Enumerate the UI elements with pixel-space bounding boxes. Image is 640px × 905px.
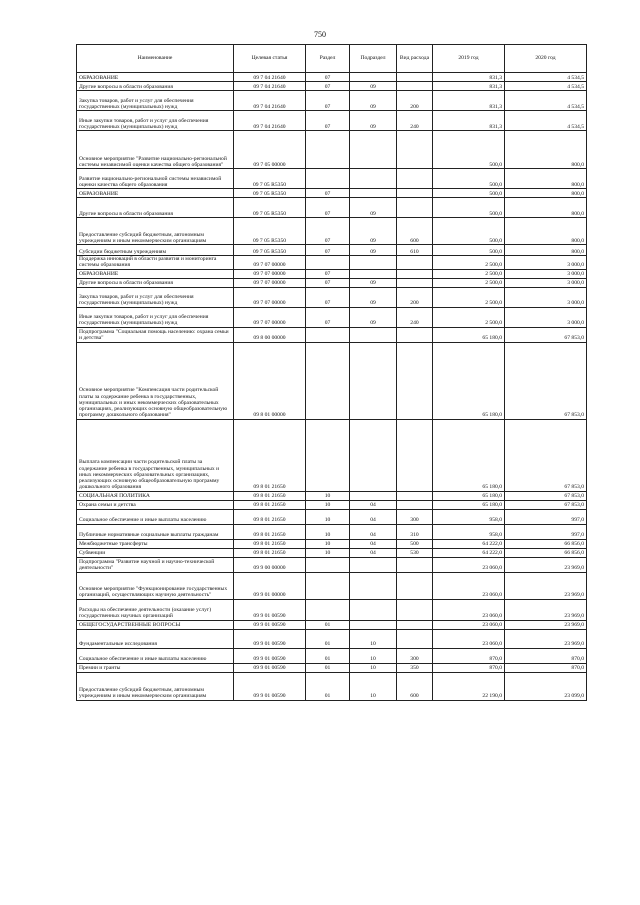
cell-name: Основное мероприятие "Компенсация части родительской платы за содержание ребенка в государственных, муниципальных и иных некоммерческих образовательных организациях, реализующих основную общеобразовательную программу дошкольного образования" bbox=[77, 342, 234, 419]
cell-kind bbox=[397, 629, 433, 648]
table-row bbox=[77, 491, 587, 500]
cell-name: Основное мероприятие "Развитие национально-региональной системы независимой оценки качества общего образования" bbox=[77, 131, 234, 169]
cell-2020: 3 000,0 bbox=[505, 256, 587, 270]
cell-2020: 23 099,0 bbox=[505, 672, 587, 700]
cell-kind: 610 bbox=[397, 245, 433, 256]
cell-kind bbox=[397, 189, 433, 198]
cell-name: Поддержка инноваций в области развития и мониторинга системы образования bbox=[77, 256, 234, 270]
cell-name: Другие вопросы в области образования bbox=[77, 82, 234, 91]
cell-target: 09 8 01 21650 bbox=[234, 539, 306, 548]
table-row bbox=[77, 256, 587, 270]
cell-subsection: 10 bbox=[350, 663, 397, 672]
cell-kind: 240 bbox=[397, 307, 433, 327]
cell-subsection: 09 bbox=[350, 218, 397, 245]
cell-subsection bbox=[350, 327, 397, 342]
cell-2020: 3 000,0 bbox=[505, 307, 587, 327]
cell-2020: 800,0 bbox=[505, 169, 587, 189]
cell-subsection bbox=[350, 572, 397, 599]
cell-name: Подпрограмма "Социальная помощь населению: охрана семьи и детства" bbox=[77, 327, 234, 342]
cell-target: 09 8 01 21650 bbox=[234, 500, 306, 509]
cell-section: 07 bbox=[306, 218, 350, 245]
cell-kind: 350 bbox=[397, 663, 433, 672]
cell-name: Предоставление субсидий бюджетным, автономным учреждениям и иным некоммерческим организациям bbox=[77, 672, 234, 700]
cell-subsection: 09 bbox=[350, 111, 397, 131]
cell-section: 07 bbox=[306, 189, 350, 198]
cell-2019: 23 060,0 bbox=[433, 557, 505, 572]
cell-name: Закупка товаров, работ и услуг для обеспечения государственных (муниципальных) нужд bbox=[77, 287, 234, 307]
cell-name: Развитие национально-региональной системы независимой оценки качества общего образования bbox=[77, 169, 234, 189]
table-row bbox=[77, 278, 587, 287]
header-name: Наименование bbox=[77, 45, 234, 73]
cell-2019: 831,3 bbox=[433, 73, 505, 82]
cell-2020: 800,0 bbox=[505, 245, 587, 256]
cell-2019: 23 060,0 bbox=[433, 572, 505, 599]
cell-2019: 65 180,0 bbox=[433, 491, 505, 500]
table-row bbox=[77, 189, 587, 198]
budget-table bbox=[76, 44, 587, 701]
cell-target: 09 8 01 00000 bbox=[234, 342, 306, 419]
table-row bbox=[77, 342, 587, 419]
cell-section: 07 bbox=[306, 82, 350, 91]
cell-name: Публичные нормативные социальные выплаты гражданам bbox=[77, 524, 234, 539]
cell-name: Субсидии бюджетным учреждениям bbox=[77, 245, 234, 256]
cell-2019: 870,0 bbox=[433, 648, 505, 663]
cell-subsection bbox=[350, 269, 397, 278]
cell-2019: 500,0 bbox=[433, 131, 505, 169]
cell-subsection bbox=[350, 189, 397, 198]
cell-2019: 870,0 bbox=[433, 663, 505, 672]
cell-section: 07 bbox=[306, 307, 350, 327]
cell-section: 10 bbox=[306, 509, 350, 524]
cell-subsection: 10 bbox=[350, 648, 397, 663]
table-row bbox=[77, 629, 587, 648]
header-2020: 2020 год bbox=[505, 45, 587, 73]
cell-2019: 65 180,0 bbox=[433, 327, 505, 342]
header-target: Целевая статья bbox=[234, 45, 306, 73]
cell-subsection: 09 bbox=[350, 82, 397, 91]
cell-section: 01 bbox=[306, 663, 350, 672]
table-row bbox=[77, 91, 587, 111]
cell-subsection: 09 bbox=[350, 278, 397, 287]
cell-subsection: 04 bbox=[350, 548, 397, 557]
cell-2019: 65 180,0 bbox=[433, 500, 505, 509]
cell-subsection bbox=[350, 342, 397, 419]
cell-name: Социальное обеспечение и иные выплаты населению bbox=[77, 648, 234, 663]
cell-section bbox=[306, 419, 350, 491]
cell-section: 10 bbox=[306, 524, 350, 539]
cell-section bbox=[306, 131, 350, 169]
cell-target: 09 7 05 R5350 bbox=[234, 218, 306, 245]
cell-subsection: 09 bbox=[350, 307, 397, 327]
cell-2020: 67 853,0 bbox=[505, 500, 587, 509]
table-row bbox=[77, 307, 587, 327]
cell-target: 09 7 05 R5350 bbox=[234, 169, 306, 189]
cell-target: 09 7 07 00000 bbox=[234, 287, 306, 307]
cell-kind: 600 bbox=[397, 672, 433, 700]
cell-section bbox=[306, 342, 350, 419]
header-section: Раздел bbox=[306, 45, 350, 73]
cell-target: 09 7 05 00000 bbox=[234, 131, 306, 169]
cell-section: 10 bbox=[306, 491, 350, 500]
cell-subsection bbox=[350, 491, 397, 500]
cell-target: 09 7 05 R5350 bbox=[234, 189, 306, 198]
cell-target: 09 9 01 00000 bbox=[234, 572, 306, 599]
cell-2019: 2 500,0 bbox=[433, 307, 505, 327]
cell-name: Основное мероприятие "Функционирование государственных организаций, осуществляющих научную деятельность" bbox=[77, 572, 234, 599]
cell-section: 07 bbox=[306, 73, 350, 82]
cell-2019: 831,3 bbox=[433, 82, 505, 91]
cell-2019: 64 222,0 bbox=[433, 539, 505, 548]
cell-2020: 66 856,0 bbox=[505, 539, 587, 548]
cell-kind bbox=[397, 73, 433, 82]
table-row bbox=[77, 500, 587, 509]
cell-section: 07 bbox=[306, 91, 350, 111]
cell-kind bbox=[397, 82, 433, 91]
cell-2019: 2 500,0 bbox=[433, 269, 505, 278]
cell-name: Выплата компенсации части родительской платы за содержание ребенка в государственных, муниципальных и иных некоммерческих образовательных организациях, реализующих основную общеобразовательную программу дошкольного образования bbox=[77, 419, 234, 491]
header-kind: Вид расхода bbox=[397, 45, 433, 73]
cell-section: 01 bbox=[306, 629, 350, 648]
cell-2020: 800,0 bbox=[505, 189, 587, 198]
cell-subsection: 09 bbox=[350, 91, 397, 111]
cell-kind bbox=[397, 327, 433, 342]
table-row bbox=[77, 198, 587, 218]
cell-section: 10 bbox=[306, 500, 350, 509]
cell-kind bbox=[397, 572, 433, 599]
cell-name: Иные закупки товаров, работ и услуг для обеспечения государственных (муниципальных) нужд bbox=[77, 307, 234, 327]
cell-name: Иные закупки товаров, работ и услуг для обеспечения государственных (муниципальных) нужд bbox=[77, 111, 234, 131]
cell-target: 09 8 01 21650 bbox=[234, 419, 306, 491]
cell-name: Фундаментальные исследования bbox=[77, 629, 234, 648]
header-subsection: Подраздел bbox=[350, 45, 397, 73]
cell-2020: 67 853,0 bbox=[505, 491, 587, 500]
cell-2020: 800,0 bbox=[505, 218, 587, 245]
cell-2020: 23 969,0 bbox=[505, 629, 587, 648]
cell-kind: 600 bbox=[397, 218, 433, 245]
cell-kind bbox=[397, 491, 433, 500]
cell-target: 09 7 07 00000 bbox=[234, 307, 306, 327]
cell-2020: 23 969,0 bbox=[505, 557, 587, 572]
cell-kind: 300 bbox=[397, 648, 433, 663]
cell-2020: 67 853,0 bbox=[505, 327, 587, 342]
cell-section: 10 bbox=[306, 539, 350, 548]
cell-target: 09 7 04 21640 bbox=[234, 111, 306, 131]
cell-target: 09 9 00 00000 bbox=[234, 557, 306, 572]
cell-name: Премии и гранты bbox=[77, 663, 234, 672]
cell-kind bbox=[397, 131, 433, 169]
cell-name: Расходы на обеспечение деятельности (оказание услуг) государственных научных организаций bbox=[77, 599, 234, 620]
table-body bbox=[77, 73, 587, 701]
cell-2020: 23 969,0 bbox=[505, 572, 587, 599]
cell-2019: 500,0 bbox=[433, 218, 505, 245]
cell-2019: 2 500,0 bbox=[433, 278, 505, 287]
cell-target: 09 9 01 00590 bbox=[234, 629, 306, 648]
table-row bbox=[77, 539, 587, 548]
cell-subsection bbox=[350, 256, 397, 270]
cell-2020: 4 534,5 bbox=[505, 91, 587, 111]
cell-2020: 4 534,5 bbox=[505, 82, 587, 91]
cell-section bbox=[306, 557, 350, 572]
cell-name: Субвенции bbox=[77, 548, 234, 557]
cell-kind: 500 bbox=[397, 539, 433, 548]
cell-name: ОБРАЗОВАНИЕ bbox=[77, 189, 234, 198]
cell-subsection: 04 bbox=[350, 509, 397, 524]
cell-target: 09 7 04 21640 bbox=[234, 91, 306, 111]
cell-kind: 200 bbox=[397, 287, 433, 307]
cell-2019: 500,0 bbox=[433, 245, 505, 256]
cell-2020: 67 853,0 bbox=[505, 419, 587, 491]
cell-target: 09 9 01 00590 bbox=[234, 620, 306, 629]
cell-kind: 240 bbox=[397, 111, 433, 131]
cell-kind bbox=[397, 169, 433, 189]
cell-subsection: 04 bbox=[350, 524, 397, 539]
page-number: 750 bbox=[314, 30, 326, 39]
cell-subsection: 09 bbox=[350, 198, 397, 218]
cell-2019: 22 190,0 bbox=[433, 672, 505, 700]
table-row bbox=[77, 648, 587, 663]
cell-section bbox=[306, 599, 350, 620]
cell-section bbox=[306, 256, 350, 270]
table-row bbox=[77, 419, 587, 491]
table-row bbox=[77, 620, 587, 629]
cell-target: 09 7 04 21640 bbox=[234, 73, 306, 82]
cell-target: 09 9 01 00590 bbox=[234, 599, 306, 620]
cell-kind bbox=[397, 269, 433, 278]
cell-section: 10 bbox=[306, 548, 350, 557]
cell-subsection bbox=[350, 169, 397, 189]
cell-section: 07 bbox=[306, 269, 350, 278]
cell-target: 09 8 01 21650 bbox=[234, 491, 306, 500]
table-row bbox=[77, 548, 587, 557]
cell-2019: 23 060,0 bbox=[433, 629, 505, 648]
cell-2019: 2 500,0 bbox=[433, 287, 505, 307]
cell-2020: 23 969,0 bbox=[505, 599, 587, 620]
cell-target: 09 9 01 00590 bbox=[234, 672, 306, 700]
cell-subsection bbox=[350, 557, 397, 572]
cell-2019: 65 180,0 bbox=[433, 342, 505, 419]
cell-2020: 4 534,5 bbox=[505, 73, 587, 82]
cell-kind bbox=[397, 256, 433, 270]
table-row bbox=[77, 131, 587, 169]
cell-kind bbox=[397, 278, 433, 287]
table-row bbox=[77, 663, 587, 672]
cell-kind bbox=[397, 342, 433, 419]
cell-name: Другие вопросы в области образования bbox=[77, 278, 234, 287]
cell-target: 09 7 05 R5350 bbox=[234, 198, 306, 218]
cell-2020: 800,0 bbox=[505, 131, 587, 169]
cell-kind: 300 bbox=[397, 509, 433, 524]
table-row bbox=[77, 218, 587, 245]
header-2019: 2019 год bbox=[433, 45, 505, 73]
cell-2019: 2 500,0 bbox=[433, 256, 505, 270]
cell-2019: 500,0 bbox=[433, 169, 505, 189]
cell-2019: 65 180,0 bbox=[433, 419, 505, 491]
cell-subsection: 10 bbox=[350, 672, 397, 700]
cell-subsection bbox=[350, 73, 397, 82]
cell-section bbox=[306, 327, 350, 342]
cell-subsection: 09 bbox=[350, 287, 397, 307]
cell-kind bbox=[397, 620, 433, 629]
cell-2019: 23 060,0 bbox=[433, 620, 505, 629]
cell-name: Охрана семьи и детства bbox=[77, 500, 234, 509]
table-row bbox=[77, 572, 587, 599]
cell-section bbox=[306, 169, 350, 189]
cell-2020: 67 853,0 bbox=[505, 342, 587, 419]
cell-2020: 23 969,0 bbox=[505, 620, 587, 629]
cell-section: 07 bbox=[306, 287, 350, 307]
cell-2019: 958,0 bbox=[433, 524, 505, 539]
cell-section bbox=[306, 572, 350, 599]
cell-section: 01 bbox=[306, 620, 350, 629]
cell-kind bbox=[397, 557, 433, 572]
cell-2020: 3 000,0 bbox=[505, 287, 587, 307]
cell-subsection bbox=[350, 131, 397, 169]
cell-2020: 66 856,0 bbox=[505, 548, 587, 557]
table-row bbox=[77, 327, 587, 342]
table-row bbox=[77, 287, 587, 307]
cell-section: 07 bbox=[306, 245, 350, 256]
cell-2019: 64 222,0 bbox=[433, 548, 505, 557]
table-row bbox=[77, 169, 587, 189]
cell-subsection bbox=[350, 599, 397, 620]
cell-name: Закупка товаров, работ и услуг для обеспечения государственных (муниципальных) нужд bbox=[77, 91, 234, 111]
table-row bbox=[77, 524, 587, 539]
cell-section: 07 bbox=[306, 198, 350, 218]
cell-subsection: 04 bbox=[350, 539, 397, 548]
cell-name: Подпрограмма "Развитие научной и научно-технической деятельности" bbox=[77, 557, 234, 572]
cell-kind bbox=[397, 198, 433, 218]
table-row bbox=[77, 509, 587, 524]
cell-name: Социальное обеспечение и иные выплаты населению bbox=[77, 509, 234, 524]
table-row bbox=[77, 82, 587, 91]
cell-name: Предоставление субсидий бюджетным, автономным учреждениям и иным некоммерческим организациям bbox=[77, 218, 234, 245]
cell-2019: 500,0 bbox=[433, 189, 505, 198]
cell-target: 09 8 01 21650 bbox=[234, 524, 306, 539]
cell-section: 01 bbox=[306, 648, 350, 663]
cell-kind bbox=[397, 419, 433, 491]
table-row bbox=[77, 111, 587, 131]
cell-name: ОБРАЗОВАНИЕ bbox=[77, 73, 234, 82]
cell-subsection bbox=[350, 419, 397, 491]
cell-kind bbox=[397, 599, 433, 620]
table-row bbox=[77, 599, 587, 620]
cell-2019: 831,3 bbox=[433, 91, 505, 111]
cell-kind: 530 bbox=[397, 548, 433, 557]
table-header-row bbox=[77, 45, 587, 73]
cell-target: 09 7 07 00000 bbox=[234, 256, 306, 270]
cell-target: 09 7 07 00000 bbox=[234, 278, 306, 287]
cell-subsection bbox=[350, 620, 397, 629]
cell-2020: 870,0 bbox=[505, 648, 587, 663]
cell-subsection: 09 bbox=[350, 245, 397, 256]
cell-target: 09 8 01 21650 bbox=[234, 548, 306, 557]
cell-target: 09 8 01 21650 bbox=[234, 509, 306, 524]
cell-section: 01 bbox=[306, 672, 350, 700]
cell-target: 09 7 04 21640 bbox=[234, 82, 306, 91]
cell-name: Межбюджетные трансферты bbox=[77, 539, 234, 548]
cell-2020: 997,0 bbox=[505, 509, 587, 524]
cell-target: 09 7 05 R5350 bbox=[234, 245, 306, 256]
cell-2020: 4 534,5 bbox=[505, 111, 587, 131]
cell-2019: 958,0 bbox=[433, 509, 505, 524]
cell-target: 09 9 01 00590 bbox=[234, 648, 306, 663]
cell-2020: 800,0 bbox=[505, 198, 587, 218]
table-row bbox=[77, 245, 587, 256]
cell-target: 09 8 00 00000 bbox=[234, 327, 306, 342]
cell-2019: 500,0 bbox=[433, 198, 505, 218]
cell-subsection: 04 bbox=[350, 500, 397, 509]
cell-section: 07 bbox=[306, 278, 350, 287]
table-row bbox=[77, 73, 587, 82]
table-row bbox=[77, 672, 587, 700]
cell-name: Другие вопросы в области образования bbox=[77, 198, 234, 218]
cell-name: ОБЩЕГОСУДАРСТВЕННЫЕ ВОПРОСЫ bbox=[77, 620, 234, 629]
cell-2020: 997,0 bbox=[505, 524, 587, 539]
cell-kind bbox=[397, 500, 433, 509]
table-row bbox=[77, 269, 587, 278]
cell-2020: 3 000,0 bbox=[505, 269, 587, 278]
cell-kind: 310 bbox=[397, 524, 433, 539]
cell-2019: 831,3 bbox=[433, 111, 505, 131]
cell-target: 09 7 07 00000 bbox=[234, 269, 306, 278]
cell-name: СОЦИАЛЬНАЯ ПОЛИТИКА bbox=[77, 491, 234, 500]
cell-subsection: 10 bbox=[350, 629, 397, 648]
cell-kind: 200 bbox=[397, 91, 433, 111]
cell-name: ОБРАЗОВАНИЕ bbox=[77, 269, 234, 278]
cell-section: 07 bbox=[306, 111, 350, 131]
cell-2019: 23 060,0 bbox=[433, 599, 505, 620]
cell-2020: 3 000,0 bbox=[505, 278, 587, 287]
cell-2020: 870,0 bbox=[505, 663, 587, 672]
cell-target: 09 9 01 00590 bbox=[234, 663, 306, 672]
table-row bbox=[77, 557, 587, 572]
